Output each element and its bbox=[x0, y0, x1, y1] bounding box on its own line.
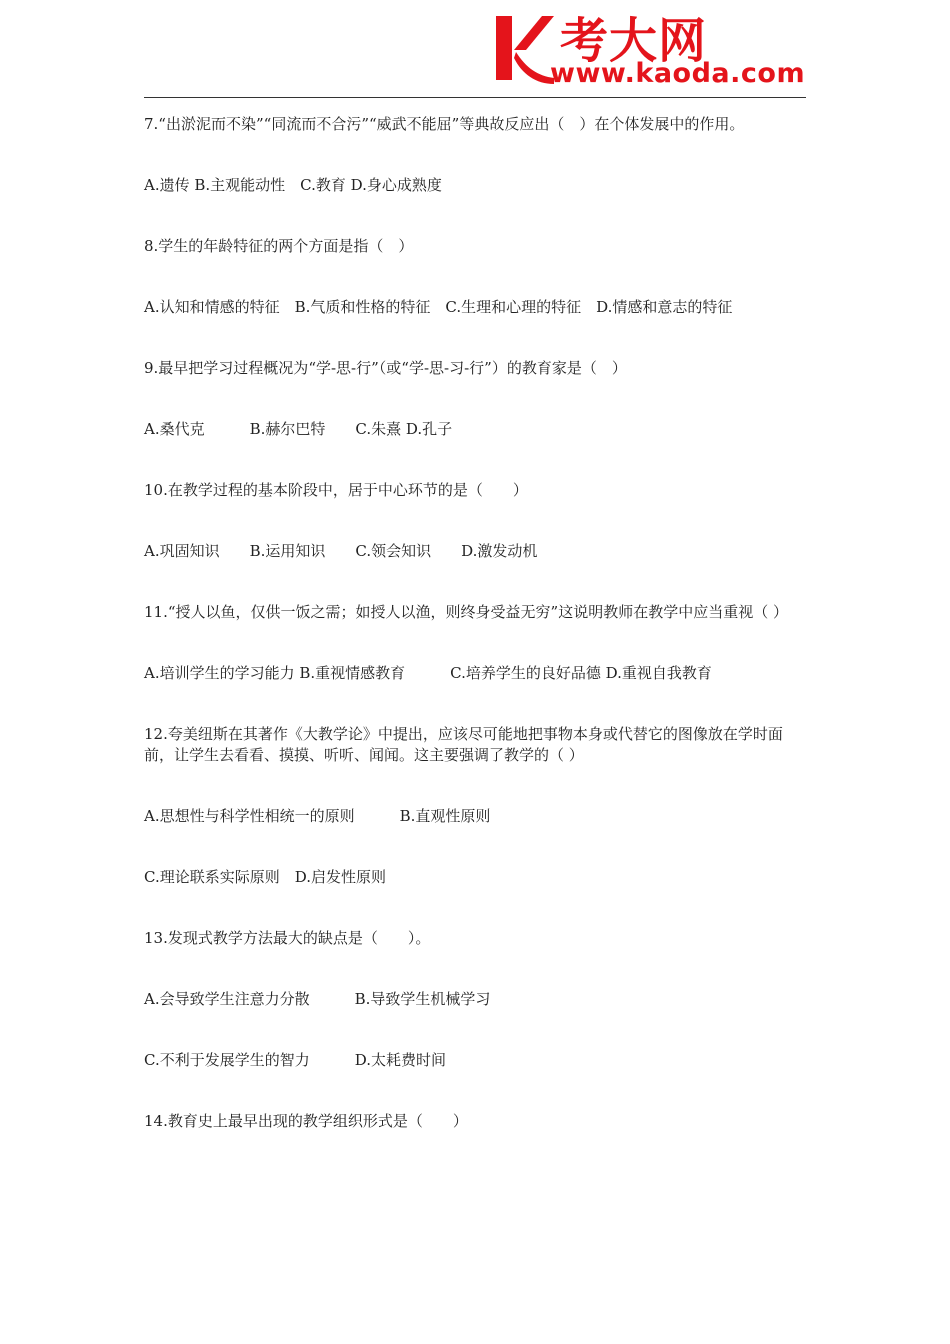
options-8: A.认知和情感的特征 B.气质和性格的特征 C.生理和心理的特征 D.情感和意志的特征 bbox=[144, 298, 733, 316]
options-12-c-d: C.理论联系实际原则 D.启发性原则 bbox=[144, 868, 386, 886]
options-12-a-b: A.思想性与科学性相统一的原则 B.直观性原则 bbox=[144, 807, 491, 825]
options-10: A.巩固知识 B.运用知识 C.领会知识 D.激发动机 bbox=[144, 542, 538, 560]
options-7: A.遗传 B.主观能动性 C.教育 D.身心成熟度 bbox=[144, 176, 442, 194]
question-14: 14.教育史上最早出现的教学组织形式是（ ） bbox=[144, 1112, 468, 1130]
options-13-c-d: C.不利于发展学生的智力 D.太耗费时间 bbox=[144, 1051, 446, 1069]
question-9: 9.最早把学习过程概况为“学-思-行”（或“学-思-习-行”）的教育家是（ ） bbox=[144, 359, 627, 377]
options-11: A.培训学生的学习能力 B.重视情感教育 C.培养学生的良好品德 D.重视自我教育 bbox=[144, 664, 712, 682]
logo-url: www.kaoda.com bbox=[550, 58, 806, 89]
question-8: 8.学生的年龄特征的两个方面是指（ ） bbox=[144, 237, 414, 255]
options-9: A.桑代克 B.赫尔巴特 C.朱熹 D.孔子 bbox=[144, 420, 453, 438]
kaoda-logo bbox=[492, 8, 810, 90]
header-divider bbox=[144, 97, 806, 98]
k-logo-icon bbox=[492, 10, 554, 86]
logo-title: 考大网 bbox=[560, 13, 708, 69]
question-10: 10.在教学过程的基本阶段中，居于中心环节的是（ ） bbox=[144, 481, 528, 499]
question-list bbox=[144, 114, 808, 1132]
question-7: 7.“出淤泥而不染”“同流而不合污”“威武不能屈”等典故反应出（ ）在个体发展中的作用。 bbox=[144, 115, 745, 133]
question-13: 13.发现式教学方法最大的缺点是（ ）。 bbox=[144, 929, 431, 947]
question-12: 12.夸美纽斯在其著作《大教学论》中提出，应该尽可能地把事物本身或代替它的图像放在学时面前，让学生去看看、摸摸、听听、闻闻。这主要强调了教学的（ ） bbox=[144, 725, 783, 764]
options-13-a-b: A.会导致学生注意力分散 B.导致学生机械学习 bbox=[144, 990, 491, 1008]
question-11: 11.“授人以鱼，仅供一饭之需；如授人以渔，则终身受益无穷”这说明教师在教学中应当重视（ ） bbox=[144, 603, 788, 621]
